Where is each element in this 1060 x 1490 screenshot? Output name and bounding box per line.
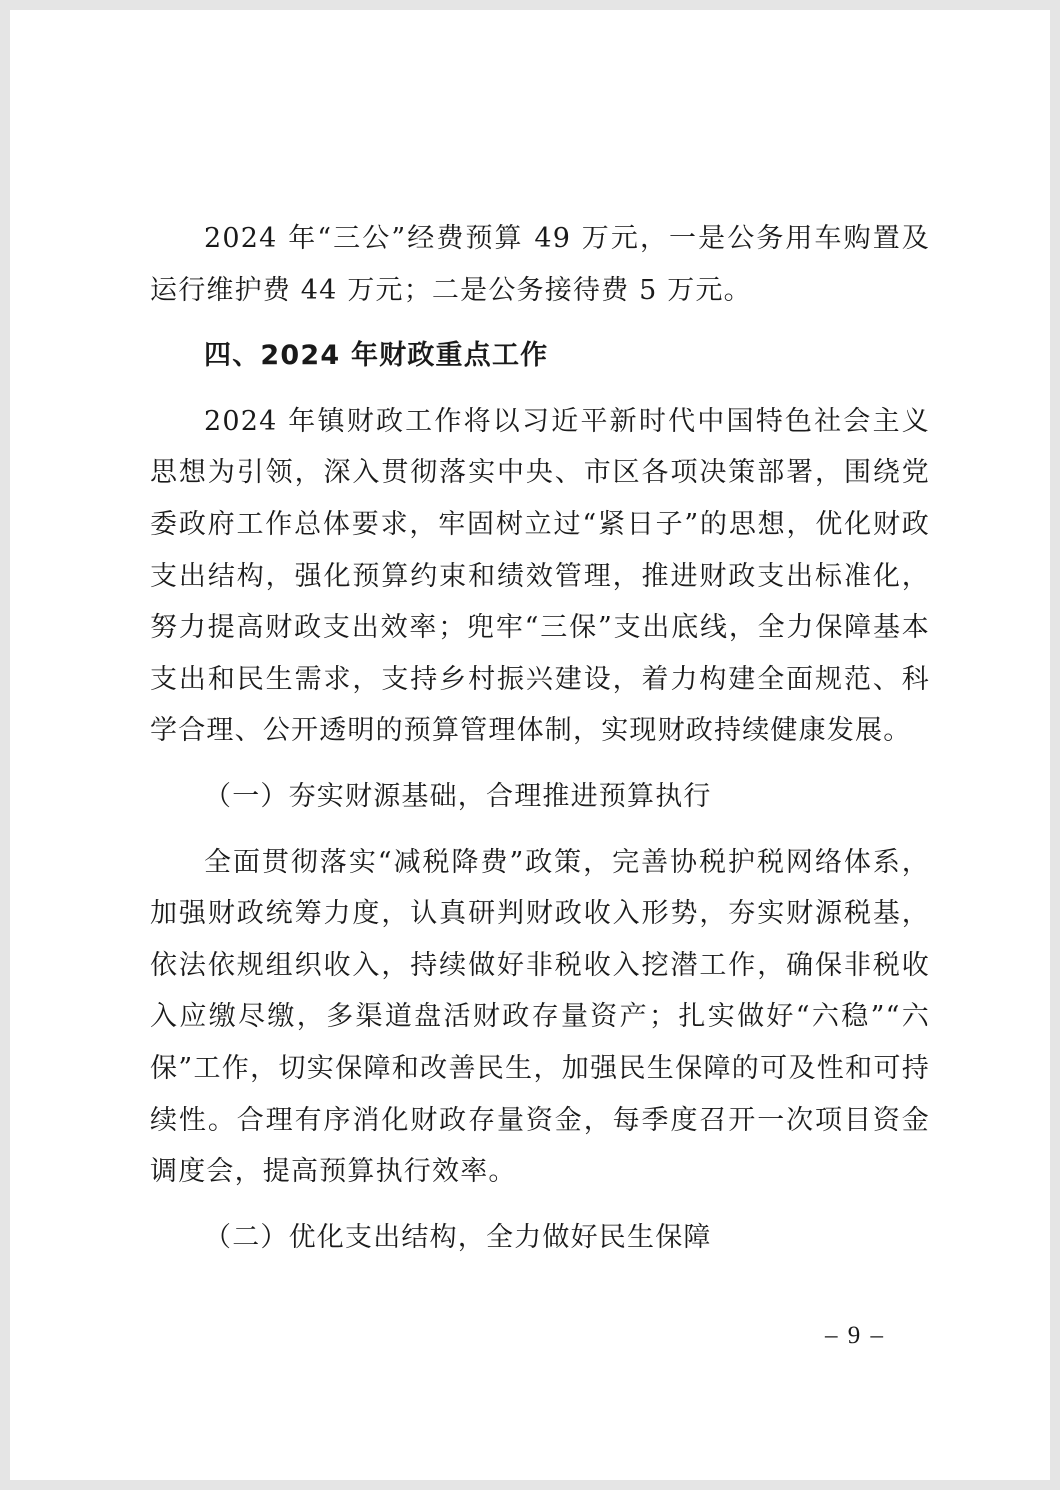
paragraph-finance-work-overview: 2024 年镇财政工作将以习近平新时代中国特色社会主义思想为引领，深入贯彻落实中央、市区各项决策部署，围绕党委政府工作总体要求，牢固树立过“紧日子”的思想，优化财政支出结构，强化预算约束和绩效管理，推进财政支出标准化，努力提高财政支出效率；兜牢“三保”支出底线，全力保障基本支出和民生需求，支持乡村振兴建设，着力构建全面规范、科学合理、公开透明的预算管理体制，实现财政持续健康发展。 (150, 405, 930, 747)
section-heading-four: 四、2024 年财政重点工作 (204, 340, 549, 372)
subheading-one: （一）夯实财源基础，合理推进预算执行 (204, 780, 712, 812)
document-body (150, 213, 930, 1263)
subheading-two: （二）优化支出结构，全力做好民生保障 (204, 1221, 712, 1253)
document-page (10, 10, 1050, 1480)
paragraph-revenue-base: 全面贯彻落实“减税降费”政策，完善协税护税网络体系，加强财政统筹力度，认真研判财政收入形势，夯实财源税基，依法依规组织收入，持续做好非税收入挖潜工作，确保非税收入应缴尽缴，多渠道盘活财政存量资产；扎实做好“六稳”“六保”工作，切实保障和改善民生，加强民生保障的可及性和可持续性。合理有序消化财政存量资金，每季度召开一次项目资金调度会，提高预算执行效率。 (150, 846, 930, 1188)
page-number: – 9 – (825, 1322, 885, 1349)
paragraph-three-public-budget: 2024 年“三公”经费预算 49 万元，一是公务用车购置及运行维护费 44 万元；二是公务接待费 5 万元。 (150, 223, 930, 306)
